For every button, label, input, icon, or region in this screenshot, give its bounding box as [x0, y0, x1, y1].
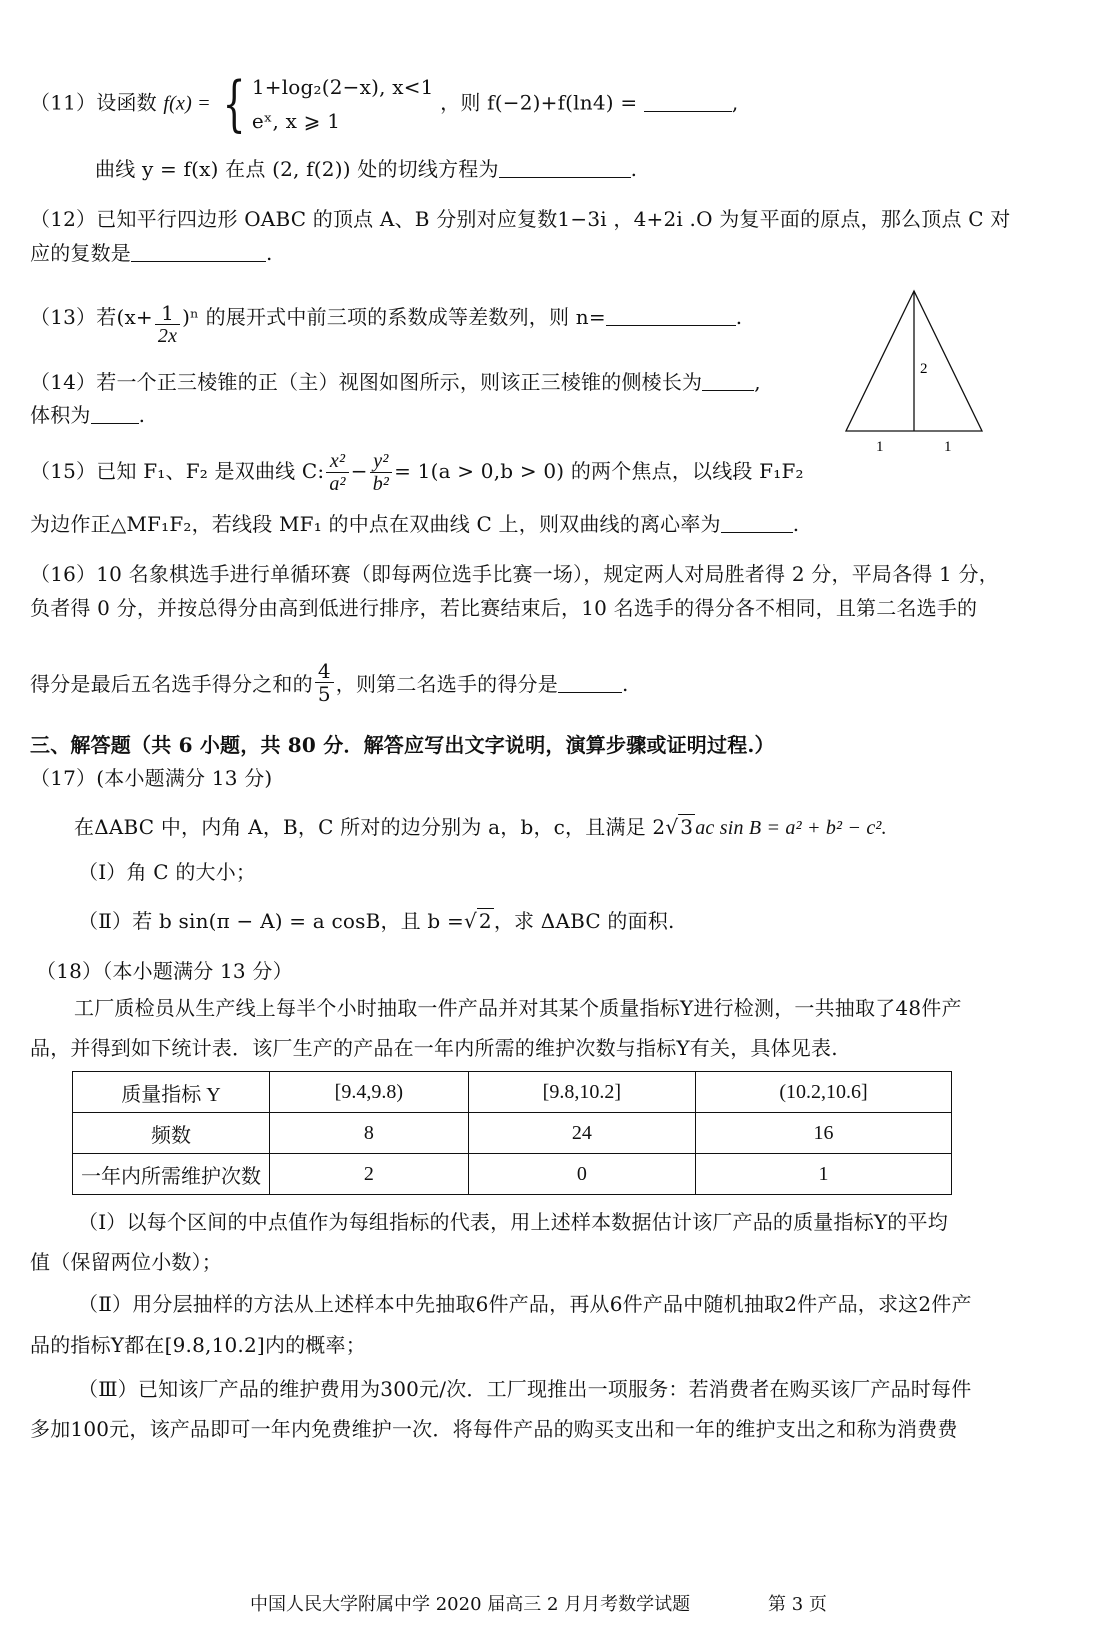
- q18-p2-l2: 品的指标Y都在[9.8,10.2]内的概率；: [30, 1333, 366, 1357]
- q13-line: （13）若(x+ $\frac{1}{2x}$ )ⁿ 的展开式中前三项的系数成等差数列，则 n= .: [30, 301, 743, 347]
- table-row-header: 频数: [73, 1113, 270, 1154]
- q18-table-body: [73, 1072, 952, 1195]
- q13-suffix: )ⁿ 的展开式中前三项的系数成等差数列，则 n=: [182, 305, 606, 329]
- q16-frac-den: 5: [317, 682, 331, 706]
- q17-part2-sqrt: √ 2: [463, 909, 492, 933]
- q16-frac-num: 4: [315, 660, 334, 683]
- q15-prefix: （15）已知 F₁、F₂ 是双曲线 C:: [30, 459, 325, 483]
- q17-stem-prefix: 在ΔABC 中，内角 A，B，C 所对的边分别为 a，b，c，且满足 2: [74, 815, 666, 839]
- q17-part1: （Ⅰ）角 C 的大小；: [78, 860, 257, 884]
- q11-line2-text: 曲线 y = f(x) 在点 (2, f(2)) 处的切线方程为: [95, 157, 499, 181]
- q13-fraction: [155, 302, 180, 347]
- q15-line2: 为边作正△MF₁F₂，若线段 MF₁ 的中点在双曲线 C 上，则双曲线的离心率为 .: [30, 512, 800, 536]
- q11-case2: eˣ, x ⩾ 1: [251, 109, 341, 133]
- q15-x-num: x²: [326, 450, 348, 473]
- q16-answer-blank[interactable]: [558, 672, 622, 693]
- table-row: [73, 1113, 952, 1154]
- q15-line2-text: 为边作正△MF₁F₂，若线段 MF₁ 的中点在双曲线 C 上，则双曲线的离心率为: [30, 512, 721, 536]
- q12-line2: 应的复数是 .: [30, 241, 273, 265]
- q14-line2-text: 体积为: [30, 403, 91, 427]
- q11-line1: （11）设函数 f(x) = { 1+log₂(2−x), x<1 eˣ, x ⩾ 1 ，则 f(−2)+f(ln4) = ,: [30, 69, 739, 139]
- q14-line1-text: （14）若一个正三棱锥的正（主）视图如图所示，则该正三棱锥的侧棱长为: [30, 370, 703, 394]
- q11-intro: 设函数: [96, 90, 157, 115]
- q11-cases: [252, 70, 434, 138]
- q11-number: （11）: [30, 90, 97, 115]
- q16-line1: （16）10 名象棋选手进行单循环赛（即每两位选手比赛一场），规定两人对局胜者得 2 分，平局各得 1 分，: [30, 562, 999, 586]
- q16-line2: 负者得 0 分，并按总得分由高到低进行排序，若比赛结束后，10 名选手的得分各不相同，且第二名选手的: [30, 596, 978, 620]
- q18-p1-l1: （Ⅰ）以每个区间的中点值作为每组指标的代表，用上述样本数据估计该厂产品的质量指标Y的平均: [78, 1210, 948, 1234]
- q11-line2: 曲线 y = f(x) 在点 (2, f(2)) 处的切线方程为 .: [95, 157, 638, 181]
- q14-answer-blank-2[interactable]: [91, 403, 139, 424]
- q15-x-den: a²: [329, 473, 346, 495]
- table-row: [73, 1072, 952, 1113]
- q16-line3-prefix: 得分是最后五名选手得分之和的: [30, 672, 313, 696]
- table-row-header: 一年内所需维护次数: [73, 1154, 270, 1195]
- table-row-header: 质量指标 Y: [73, 1072, 270, 1113]
- q17-part2-prefix: （Ⅱ）若 b sin(π − A) = a cosB，且 b =: [78, 909, 464, 933]
- q17-sqrt: √ 3: [665, 815, 694, 839]
- q17-sqrt-value: 3: [680, 815, 694, 839]
- q15-y-fraction: [370, 450, 392, 495]
- q13-prefix: （13）若(x+: [30, 305, 153, 329]
- table-cell: 24: [468, 1113, 695, 1154]
- table-cell: 8: [270, 1113, 469, 1154]
- footer-page-number: 第 3 页: [768, 1594, 827, 1615]
- q11-case1: 1+log₂(2−x), x<1: [251, 75, 434, 99]
- q14-line1: （14）若一个正三棱锥的正（主）视图如图所示，则该正三棱锥的侧棱长为 ,: [30, 370, 761, 394]
- q16-fraction: [315, 660, 334, 705]
- q17-part2-suffix: ，求 ΔABC 的面积.: [493, 909, 675, 933]
- q15-y-num: y²: [370, 450, 392, 473]
- q18-stem2: 品，并得到如下统计表．该厂生产的产品在一年内所需的维护次数与指标Y有关，具体见表.: [30, 1036, 838, 1060]
- table-cell: 1: [696, 1154, 952, 1195]
- q18-p3-l1: （Ⅲ）已知该厂产品的维护费用为300元/次．工厂现推出一项服务：若消费者在购买该厂产品时每件: [78, 1377, 972, 1401]
- q14-front-view-figure: [840, 285, 990, 460]
- q16-line3: 得分是最后五名选手得分之和的 $\frac{4}{5}$ ，则第二名选手的得分是 .: [30, 659, 629, 706]
- q16-line3-suffix: ，则第二名选手的得分是: [335, 672, 558, 696]
- q13-frac-num: 1: [155, 302, 180, 325]
- section3-heading: 三、解答题（共 6 小题，共 80 分．解答应写出文字说明，演算步骤或证明过程.）: [30, 733, 775, 757]
- q11-answer-blank-1[interactable]: [644, 91, 732, 112]
- table-cell: (10.2,10.6]: [696, 1072, 952, 1113]
- q18-p3-l2: 多加100元，该产品即可一年内免费维护一次．将每件产品的购买支出和一年的维护支出之和称为消费费: [30, 1417, 958, 1441]
- table-cell: 16: [696, 1113, 952, 1154]
- q14-right-base-label: 1: [944, 439, 952, 455]
- q17-part2: [78, 907, 675, 935]
- q11-tail: ，则 f(−2)+f(ln4) =: [440, 90, 638, 115]
- q18-header: （18）（本小题满分 13 分）: [36, 959, 293, 983]
- table-cell: [9.8,10.2]: [468, 1072, 695, 1113]
- q14-answer-blank-1[interactable]: [702, 370, 754, 391]
- q15-line1: （15）已知 F₁、F₂ 是双曲线 C: $\frac{\text{x²}}{\text{a²}}$ − $\frac{\text{y²}}{\text{b²}}$ = 1(a > 0,b > 0) 的两个焦点，以线段 F₁F₂: [30, 450, 804, 495]
- q14-height-label: 2: [920, 361, 928, 377]
- q15-eq: = 1(a > 0,b > 0) 的两个焦点，以线段 F₁F₂: [394, 459, 804, 483]
- footer-title: 中国人民大学附属中学 2020 届高三 2 月月考数学试题: [250, 1594, 691, 1615]
- q12-answer-blank[interactable]: [131, 241, 266, 262]
- q11-brace: {: [223, 69, 247, 139]
- q17-header: （17）(本小题满分 13 分): [30, 766, 273, 790]
- q11-answer-blank-2[interactable]: [499, 157, 631, 178]
- table-row: [73, 1154, 952, 1195]
- table-cell: [9.4,9.8): [270, 1072, 469, 1113]
- q14-left-base-label: 1: [876, 439, 884, 455]
- q13-answer-blank[interactable]: [606, 305, 736, 326]
- table-cell: 2: [270, 1154, 469, 1195]
- q14-line2: 体积为 .: [30, 403, 146, 427]
- q15-y-den: b²: [372, 473, 390, 495]
- q18-p1-l2: 值（保留两位小数）；: [30, 1250, 222, 1274]
- q15-answer-blank[interactable]: [721, 512, 793, 533]
- q12-line2-text: 应的复数是: [30, 241, 131, 265]
- q18-p2-l1: （Ⅱ）用分层抽样的方法从上述样本中先抽取6件产品，再从6件产品中随机抽取2件产品，求这2件产: [78, 1292, 972, 1316]
- q17-stem: [74, 813, 887, 842]
- q18-stem1: 工厂质检员从生产线上每半个小时抽取一件产品并对其某个质量指标Y进行检测，一共抽取了48件产: [74, 996, 962, 1020]
- table-cell: 0: [468, 1154, 695, 1195]
- q17-stem-suffix: ac sin B = a² + b² − c².: [695, 817, 887, 839]
- q18-stat-table: [72, 1071, 952, 1195]
- q13-frac-den: 2x: [157, 325, 178, 347]
- q15-x-fraction: [326, 450, 348, 495]
- q17-part2-sqrt-value: 2: [478, 909, 492, 933]
- q12-line1: （12）已知平行四边形 OABC 的顶点 A、B 分别对应复数1−3i ，4+2i .O 为复平面的原点，那么顶点 C 对: [30, 207, 1011, 231]
- q11-fx: f(x) =: [163, 92, 211, 115]
